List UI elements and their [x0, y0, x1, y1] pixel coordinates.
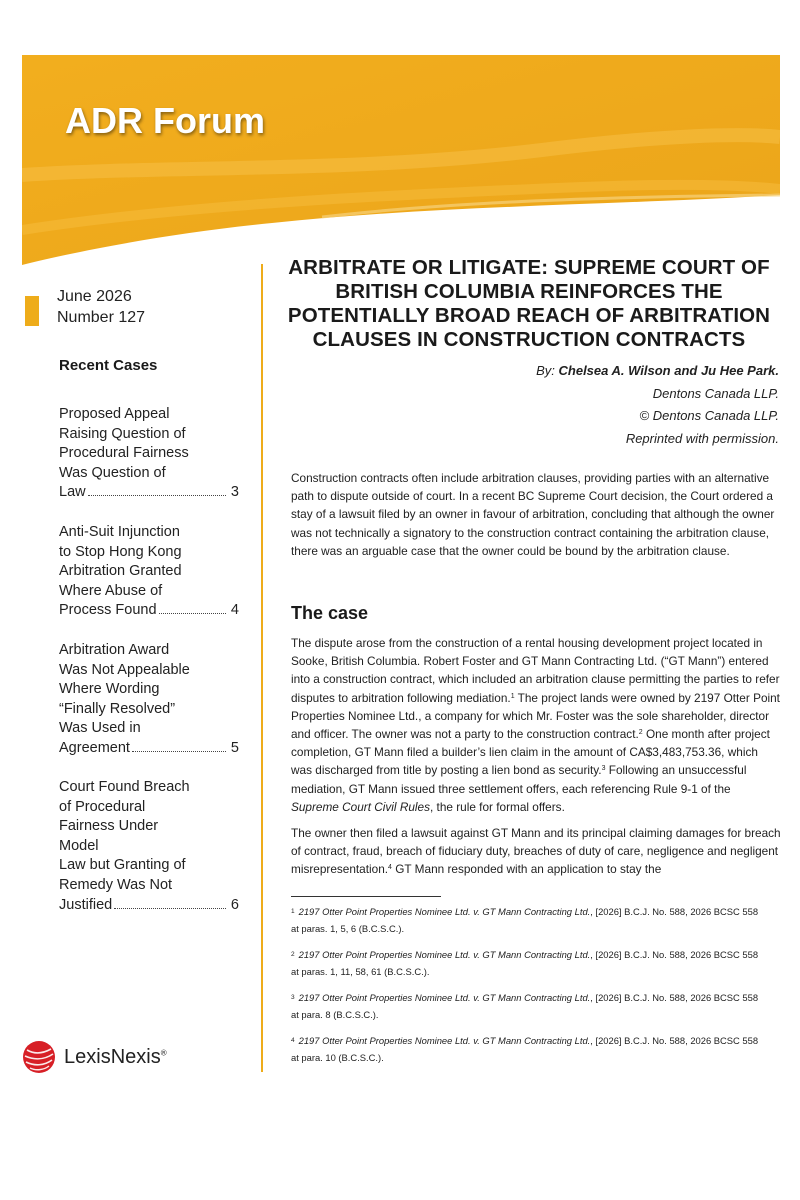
- toc-line: Procedural Fairness: [59, 445, 189, 462]
- byline-reprint: Reprinted with permission.: [625, 430, 779, 446]
- logo-text: LexisNexis®: [64, 1045, 167, 1068]
- footnote: $^2$ 2197 Otter Point Properties Nominee Ltd. v. GT Mann Contracting Ltd., [2026] B.C.J. No. 588, 2026 BCSC 558 at paras. 1, 11, 58, 61 (B.C.S.C.).: [291, 949, 759, 977]
- toc-page-number: 5: [230, 739, 239, 756]
- toc-line: Justified: [59, 896, 113, 913]
- body-paragraph: The dispute arose from the construction of a rental housing development project located in Sooke, British Columbia. Robert Foster and GT Mann Contracting Ltd. (“GT Mann”) entered into a construction contract, which included an arbitration clause permitting the parties to refer disputes to arbitration following mediation.$^1$ The project lands were owned by 2197 Otter Point Properties Nominee Ltd., a company for which Mr. Foster was the sole shareholder, director and officer. The owner was not a party to the construction contract.$^2$ One month after project completion, GT Mann filed a builder’s lien claim in the amount of CA$3,483,753.36, which was discharged from title by posting a lien bond as security.$^3$ Following an unsuccessful mediation, GT Mann issued three settlement offers, each referencing Rule 9-1 of the Supreme Court Civil Rules, the rule for formal offers.: [291, 636, 780, 814]
- toc-entry[interactable]: [59, 641, 239, 759]
- toc-line: Proposed Appeal: [59, 406, 170, 422]
- intro-paragraph: Construction contracts often include arbitration clauses, providing parties with an alternative path to dispute outside of court. In a recent BC Supreme Court decision, the Court ordered a stay of a lawsuit filed by an owner in favour of arbitration, concluding that although the owner was not technically a signatory to the construction contract containing the arbitration clause, there was an arguable case that the owner could be bound by the arbitration clause.: [291, 471, 775, 558]
- toc-line: Was Question of: [59, 464, 166, 481]
- byline: [536, 360, 779, 450]
- issue-date: June 2026: [57, 288, 132, 305]
- toc-line: Was Used in: [59, 720, 141, 737]
- issue-marker: [25, 296, 39, 326]
- footnote: $^1$ 2197 Otter Point Properties Nominee Ltd. v. GT Mann Contracting Ltd., [2026] B.C.J. No. 588, 2026 BCSC 558 at paras. 1, 5, 6 (B.C.S.C.).: [291, 906, 759, 934]
- footnote-ref[interactable]: 2: [638, 729, 643, 737]
- footnote: $^4$ 2197 Otter Point Properties Nominee Ltd. v. GT Mann Contracting Ltd., [2026] B.C.J. No. 588, 2026 BCSC 558 at para. 10 (B.C.S.C.).: [291, 1035, 759, 1063]
- footnote: $^3$ 2197 Otter Point Properties Nominee Ltd. v. GT Mann Contracting Ltd., [2026] B.C.J. No. 588, 2026 BCSC 558 at para. 8 (B.C.S.C.).: [291, 992, 759, 1020]
- toc-line: Remedy Was Not: [59, 876, 173, 893]
- toc-page-number: 3: [230, 484, 239, 501]
- toc-line: Court Found Breach: [59, 779, 190, 795]
- toc-line: Law: [59, 484, 86, 501]
- toc-line: Arbitration Award: [59, 642, 170, 658]
- sidebar-heading: Recent Cases: [59, 357, 158, 374]
- toc-leader: [88, 495, 226, 496]
- body-paragraph: The owner then filed a lawsuit against GT Mann and its principal claiming damages for breach of contract, fraud, breach of fiduciary duty, breaches of duty of care, negligence and negligent misrepresentation.$^4$ GT Mann responded with an application to stay the: [291, 826, 781, 877]
- toc-line: Anti-Suit Injunction: [59, 524, 180, 540]
- footnote-ref[interactable]: 3: [601, 765, 606, 773]
- toc-leader: [132, 751, 226, 752]
- toc-line: of Procedural: [59, 798, 146, 815]
- toc-line: Process Found: [59, 602, 157, 619]
- toc-line: Law but Granting of: [59, 857, 186, 874]
- toc-page-number: 4: [230, 602, 239, 619]
- byline-copyright: © Dentons Canada LLP.: [639, 408, 779, 423]
- section-heading: The case: [291, 603, 369, 623]
- toc-line: Where Abuse of: [59, 582, 163, 599]
- toc-leader: [159, 613, 226, 614]
- toc-line: “Finally Resolved”: [59, 700, 176, 717]
- toc-leader: [114, 908, 226, 909]
- header-banner: [22, 55, 780, 270]
- lexisnexis-logo-icon: [22, 1040, 56, 1074]
- toc-line: Arbitration Granted: [59, 563, 182, 580]
- toc-entry[interactable]: [59, 523, 239, 621]
- footnote-ref[interactable]: 4: [388, 864, 392, 872]
- toc-line: Where Wording: [59, 681, 160, 698]
- byline-firm: Dentons Canada LLP.: [652, 385, 779, 401]
- column-divider: [261, 264, 263, 1072]
- toc-line: to Stop Hong Kong: [59, 543, 182, 560]
- toc-entry[interactable]: [59, 405, 239, 503]
- toc-line: Agreement: [59, 739, 130, 756]
- toc-entry[interactable]: [59, 778, 239, 915]
- toc-page-number: 6: [230, 896, 239, 913]
- article-title: ARBITRATE OR LITIGATE: SUPREME COURT OF BRITISH COLUMBIA REINFORCES THE POTENTIALLY BROAD REACH OF ARBITRATION CLAUSES IN CONSTRUCTION CONTRACTS: [287, 256, 771, 351]
- toc-line: Fairness Under Model: [59, 818, 159, 854]
- lexisnexis-logo[interactable]: [22, 1040, 167, 1074]
- banner-wave-graphic: [22, 55, 780, 270]
- footnote-divider: [291, 896, 441, 897]
- footnote-ref[interactable]: 1: [510, 692, 515, 700]
- toc-line: Raising Question of: [59, 425, 186, 442]
- issue-number: Number 127: [57, 309, 146, 326]
- toc-line: Was Not Appealable: [59, 661, 190, 678]
- brand-title: ADR Forum: [65, 100, 265, 141]
- byline-authors: By: Chelsea A. Wilson and Ju Hee Park.: [536, 363, 779, 378]
